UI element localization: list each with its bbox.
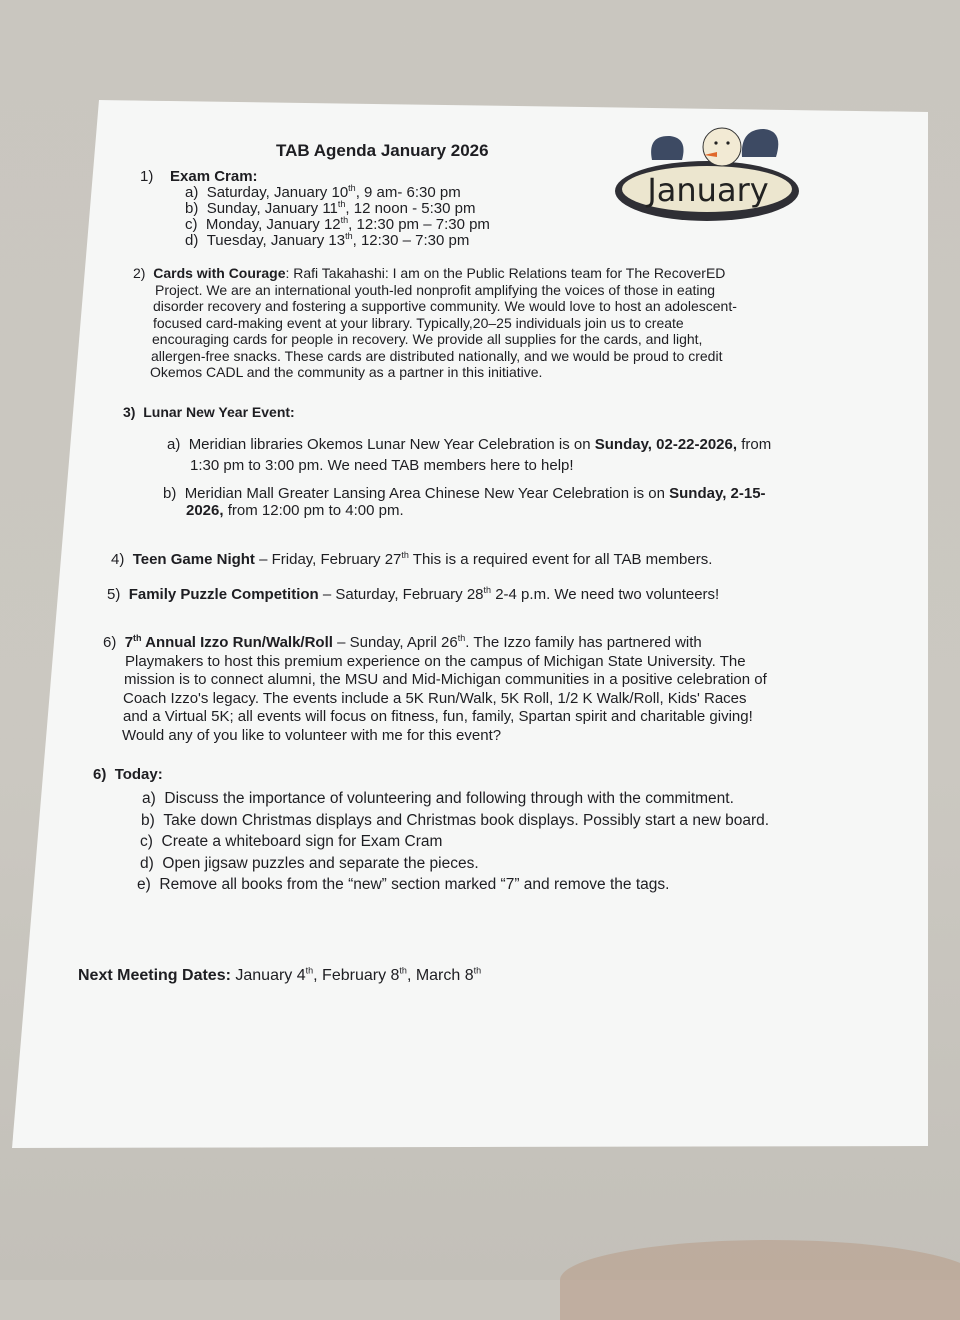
item-heading: Exam Cram: — [170, 168, 258, 185]
list-item: a) Meridian libraries Okemos Lunar New Year Celebration is on Sunday, 02-22-2026, from 1:30 pm to 3:00 pm. We need TAB members here to help! — [167, 436, 772, 474]
agenda-item-lunar-new-year: 3) Lunar New Year Event: — [123, 404, 295, 420]
list-item: c) Monday, January 12th, 12:30 pm – 7:30 pm — [185, 215, 490, 233]
item-heading: Today: — [114, 766, 163, 783]
list-item: b) Sunday, January 11th, 12 noon - 5:30 pm — [185, 199, 476, 217]
page-title: TAB Agenda January 2026 — [276, 141, 489, 160]
agenda-item-izzo-run: 6) 7th Annual Izzo Run/Walk/Roll – Sunday, April 26th. The Izzo family has partnered with Playmakers to host this premium experience on the campus of Michigan State University. The mission is to connect alumni, the MSU and Mid-Michigan communities in a positive celebration of Coach Izzo's legacy. The events include a 5K Run/Walk, 5K Roll, 1/2 K Walk/Roll, Kids' Races and a Virtual 5K; all events will focus on fitness, fun, family, Spartan spirit and charitable giving! Would any of you like to volunteer with me for this event? — [103, 633, 767, 744]
list-item: c) Create a whiteboard sign for Exam Cram — [140, 833, 443, 850]
list-item: a) Discuss the importance of volunteering and following through with the commitment. — [142, 790, 734, 807]
snowman-icon — [703, 128, 741, 166]
agenda-item-family-puzzle: 5) Family Puzzle Competition – Saturday, February 28th 2-4 p.m. We need two volunteers! — [107, 585, 720, 603]
agenda-item-cards-with-courage: 2) Cards with Courage: Rafi Takahashi: I am on the Public Relations team for The RecoverED Project. We are an international youth-led nonprofit amplifying the voices of those in eating disorder recovery and fostering a supportive community. We would love to host an adolescent- focused card-making event at your library. Typically,20–25 individuals join us to create encouraging cards for people in recovery. We provide all supplies for the cards, and light, allergen-free snacks. These cards are distributed nationally, and we would be proud to credit Okemos CADL and the community as a partner in this initiative. — [133, 265, 737, 380]
list-item: d) Tuesday, January 13th, 12:30 – 7:30 pm — [185, 231, 470, 249]
agenda-item-exam-cram — [140, 168, 258, 185]
item-heading: Cards with Courage — [153, 265, 286, 281]
list-item: a) Saturday, January 10th, 9 am- 6:30 pm — [185, 183, 461, 201]
agenda-item-today: 6) Today: — [93, 766, 163, 783]
list-item: b) Meridian Mall Greater Lansing Area Chinese New Year Celebration is on Sunday, 2-15- 2026, from 12:00 pm to 4:00 pm. — [163, 485, 766, 519]
exam-cram-dates — [185, 185, 490, 249]
item-number: 1) — [140, 168, 154, 185]
list-item: e) Remove all books from the “new” section marked “7” and remove the tags. — [137, 876, 670, 893]
item-heading: Annual Izzo Run/Walk/Roll — [141, 634, 333, 651]
item-heading: Lunar New Year Event: — [143, 404, 295, 420]
january-badge — [612, 125, 802, 225]
badge-text: January — [647, 171, 769, 209]
list-item: d) Open jigsaw puzzles and separate the pieces. — [140, 854, 479, 872]
next-meeting-label: Next Meeting Dates: — [78, 967, 231, 984]
agenda-item-teen-game-night: 4) Teen Game Night – Friday, February 27th This is a required event for all TAB members. — [111, 550, 713, 568]
next-meeting-dates: Next Meeting Dates: January 4th, February 8th, March 8th — [78, 965, 482, 984]
today-task-list — [137, 788, 770, 896]
mitten-icon — [742, 129, 778, 157]
item-heading: Family Puzzle Competition — [128, 586, 319, 603]
item-heading: Teen Game Night — [132, 551, 255, 568]
mitten-icon — [651, 136, 683, 160]
list-item: b) Take down Christmas displays and Christmas book displays. Possibly start a new board. — [141, 811, 770, 829]
